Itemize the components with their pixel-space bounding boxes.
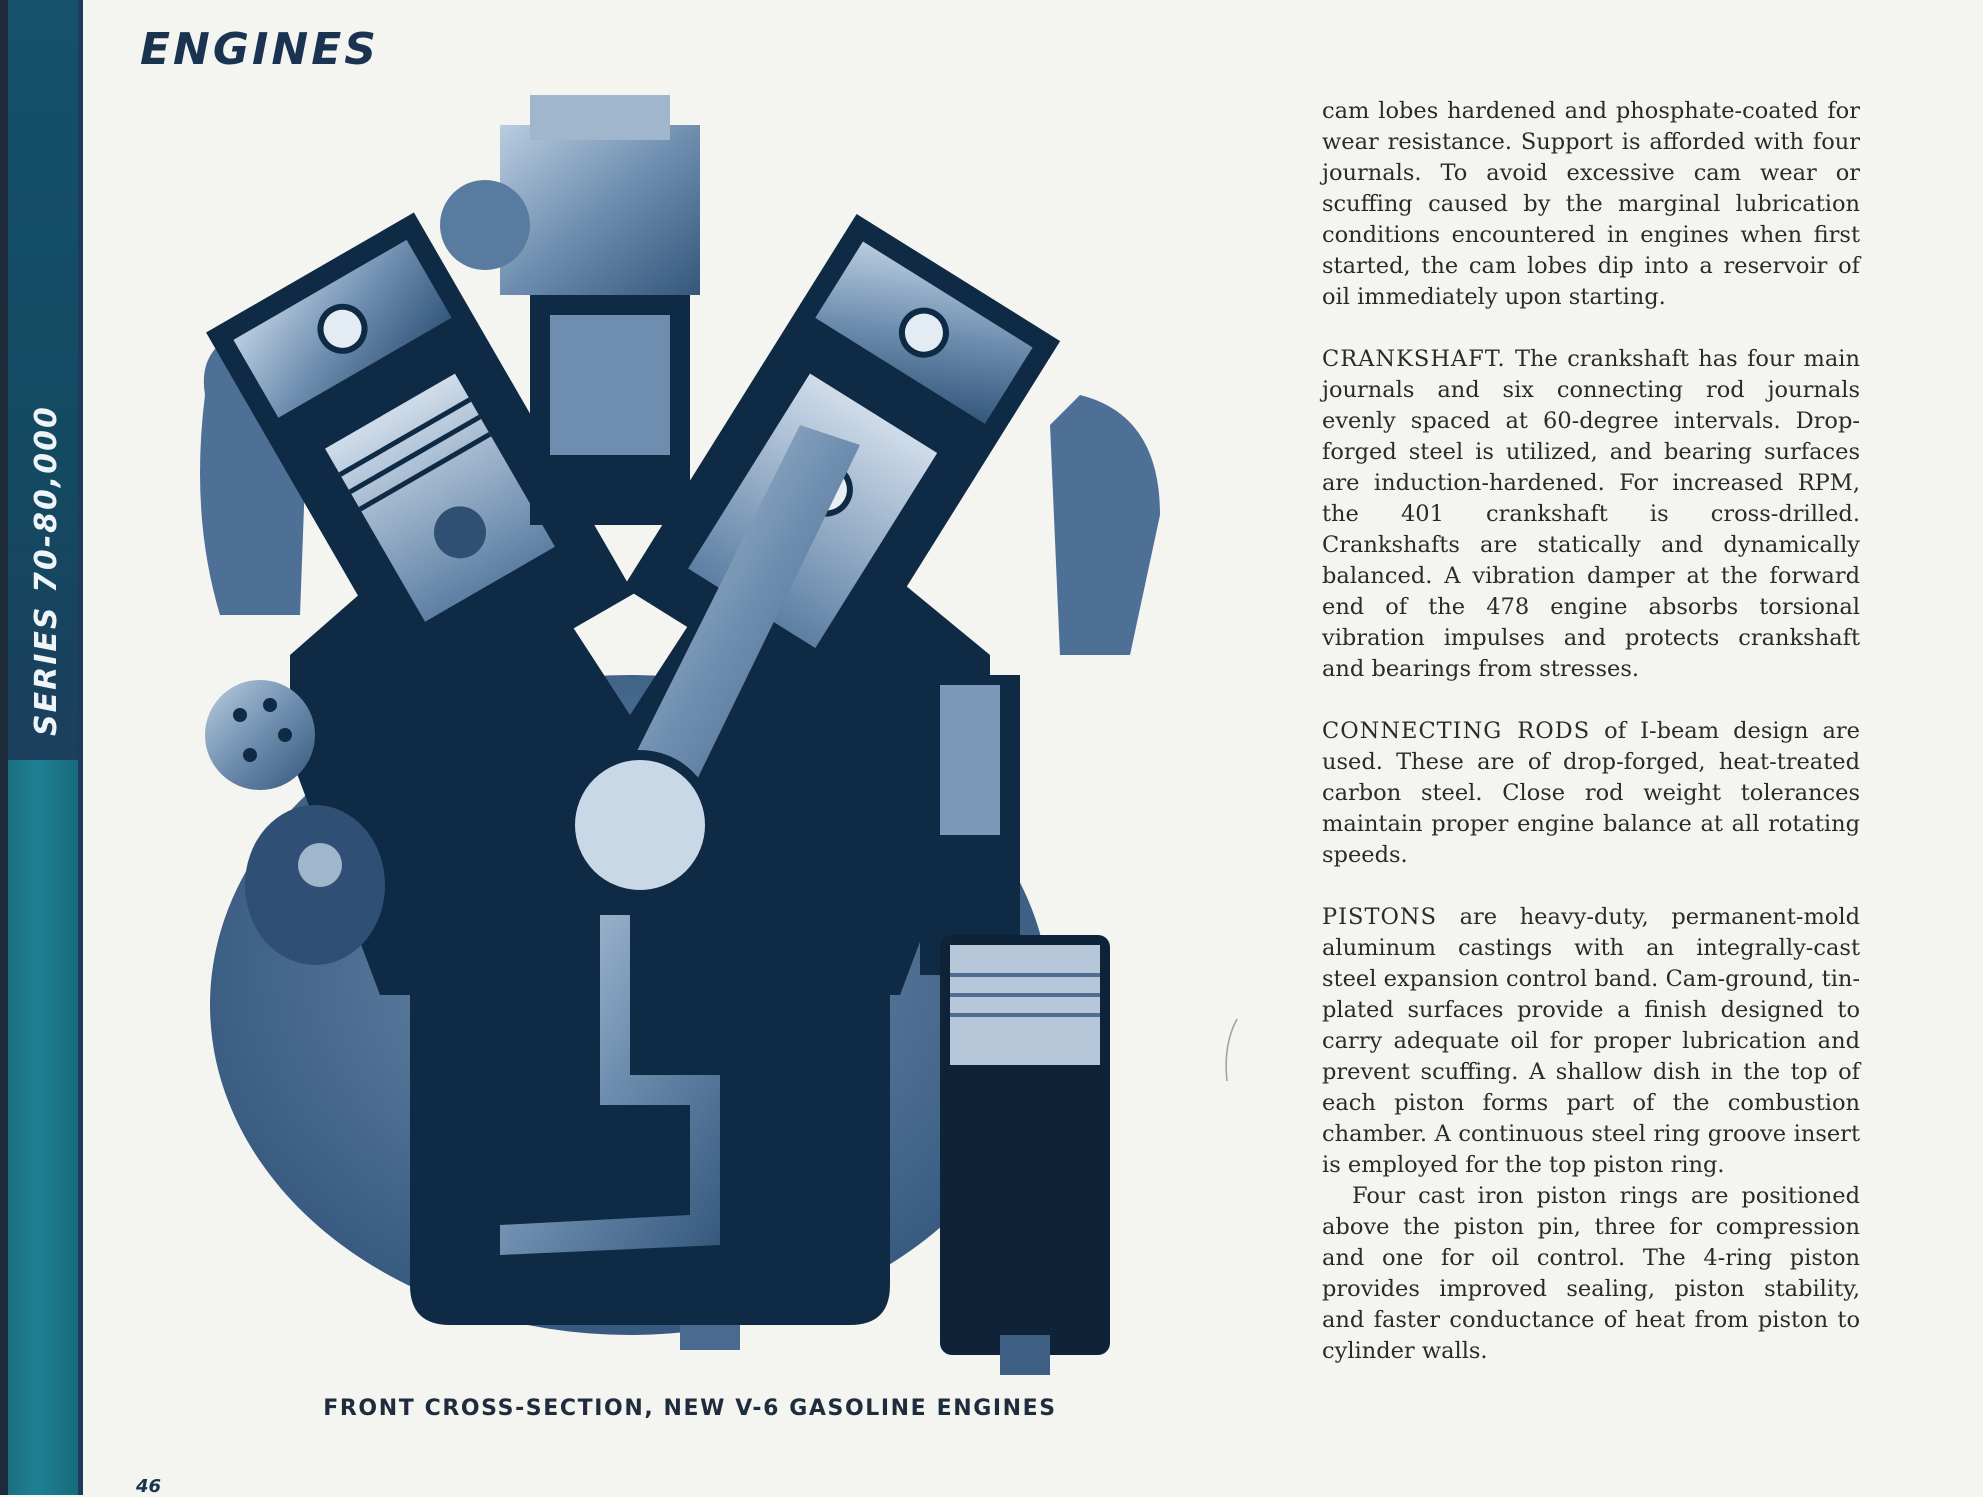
camshaft-paragraph: cam lobes hardened and phosphate-coated for wear resistance. Support is afforded with four journals. To avoid excessive cam wear or scuffing caused by the marginal lubrication conditions encountered in engines when first started, the cam lobes dip into a reservoir of oil immediately upon starting. [1322, 98, 1860, 310]
engine-cross-section-illustration [200, 95, 1170, 1385]
series-side-tab [22, 404, 70, 736]
oil-pan [410, 975, 890, 1325]
page-title: ENGINES [140, 24, 379, 75]
choke-housing [440, 180, 530, 270]
series-label: SERIES 70-80,000 [28, 404, 64, 736]
page-number: 46 [136, 1476, 162, 1497]
connecting-rods-paragraph [1322, 716, 1860, 871]
pistons-paragraph [1322, 902, 1860, 1181]
pistons-text: are heavy-duty, permanent-mold aluminum castings with an integrally-cast steel expansion control band. Cam-ground, tin-plated surfaces provide a finish designed to carry adequate oil for proper lubrication and prevent scuffing. A shallow dish in the top of each piston forms part of the combustion chamber. A continuous steel ring groove insert is employed for the top piston ring. [1322, 904, 1860, 1178]
connecting-rods-heading: CONNECTING RODS [1322, 718, 1591, 744]
pistons-heading: PISTONS [1322, 904, 1437, 930]
crankshaft-text: The crankshaft has four main journals and six connecting rod journals evenly spaced at 60-degree intervals. Drop-forged steel is utilized, and bearing surfaces are induction-hardened. For increased RPM, the 401 crankshaft is cross-drilled. Crankshafts are statically and dynamically balanced. A vibration damper at the forward end of the 478 engine absorbs torsional vibration impulses and protects crankshaft and bearings from stresses. [1322, 346, 1860, 682]
binding-line [78, 0, 83, 1495]
right-exhaust-manifold [1050, 395, 1160, 655]
pencil-mark [1215, 1015, 1245, 1085]
figure-caption: FRONT CROSS-SECTION, NEW V-6 GASOLINE ENGINES [323, 1396, 1057, 1421]
crankshaft-heading: CRANKSHAFT. [1322, 346, 1506, 372]
piston-rings-paragraph: Four cast iron piston rings are positioned above the piston pin, three for compression and one for oil control. The 4-ring piston provides improved sealing, piston stability, and faster conductance of heat from piston to cylinder walls. [1322, 1183, 1860, 1364]
crankshaft-paragraph [1322, 344, 1860, 685]
distributor [205, 680, 315, 790]
carburetor [500, 125, 700, 295]
binding-edge [0, 0, 8, 1495]
connecting-rods-text: of I-beam design are used. These are of drop-forged, heat-treated carbon steel. Close rod weight tolerances maintain proper engine balance at all rotating speeds. [1322, 718, 1860, 868]
article-body [1322, 96, 1860, 1398]
crankpin [570, 755, 710, 895]
